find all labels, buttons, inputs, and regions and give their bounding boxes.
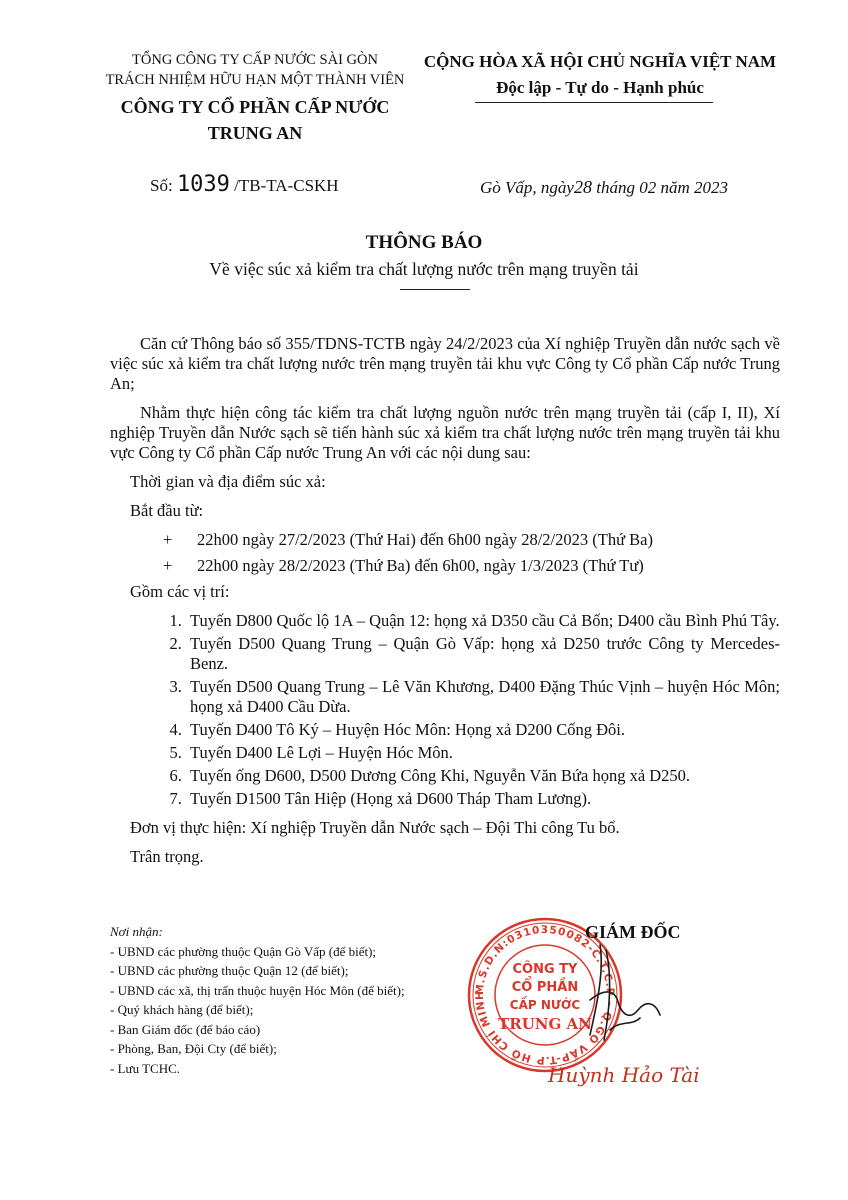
motto-underline [475, 102, 713, 103]
location-item: 5. Tuyến D400 Lê Lợi – Huyện Hóc Môn. [186, 743, 780, 763]
issue-date [480, 177, 728, 198]
docno-suffix: /TB-TA-CSKH [229, 176, 339, 195]
location-item: 1. Tuyến D800 Quốc lộ 1A – Quận 12: họng xả D350 cầu Cả Bốn; D400 cầu Bình Phú Tây. [186, 611, 780, 631]
paragraph-purpose: Nhằm thực hiện công tác kiểm tra chất lượng nguồn nước trên mạng truyền tải (cấp I, II), Xí nghiệp Truyền dẫn Nước sạch sẽ tiến hành súc xả kiểm tra chất lượng nước trên mạng truyền tải khu vực Công ty Cổ phần Cấp nước Trung An với các nội dung sau: [110, 403, 780, 462]
national-motto: Độc lập - Tự do - Hạnh phúc [496, 78, 704, 97]
national-title: CỘNG HÒA XÃ HỘI CHỦ NGHĨA VIỆT NAM [423, 52, 777, 71]
document-body [110, 334, 780, 876]
plus-marker: + [163, 530, 173, 549]
schedule-item [163, 530, 780, 550]
location-item: 7. Tuyến D1500 Tân Hiệp (Họng xả D600 Tháp Tham Lương). [186, 789, 780, 809]
document-number [150, 172, 339, 197]
location-item: 3. Tuyến D500 Quang Trung – Lê Văn Khương, D400 Đặng Thúc Vịnh – huyện Hóc Môn; họng xả D400 Cầu Dừa. [186, 677, 780, 717]
title-underline [400, 289, 470, 290]
location-item: 2. Tuyến D500 Quang Trung – Quận Gò Vấp: họng xả D250 trước Công ty Mercedes-Benz. [186, 634, 780, 674]
recipient-item: - Phòng, Ban, Đội Cty (để biết); [110, 1041, 277, 1056]
company-name-line2: TRUNG AN [207, 123, 303, 143]
recipient-item: - UBND các phường thuộc Quận Gò Vấp (để biết); [110, 943, 377, 959]
closing-line: Trân trọng. [130, 847, 204, 866]
issuing-organization [95, 50, 415, 90]
seal-line1: CÔNG TY [512, 962, 578, 977]
locations-list [110, 611, 780, 809]
parent-org-line1: TỔNG CÔNG TY CẤP NƯỚC SÀI GÒN [132, 52, 378, 68]
seal-line4: TRUNG AN [498, 1015, 592, 1033]
seal-line3: CẤP NƯỚC [509, 998, 581, 1012]
docno-prefix: Số: [150, 176, 177, 195]
schedule-item [163, 556, 780, 576]
start-from-label: Bắt đầu từ: [130, 501, 204, 520]
date-day: 28 [573, 177, 592, 197]
executor-line: Đơn vị thực hiện: Xí nghiệp Truyền dẫn Nước sạch – Đội Thi công Tu bổ. [130, 818, 620, 837]
date-prefix: Gò Vấp, ngày [480, 178, 574, 197]
plus-marker: + [163, 556, 173, 575]
signer-title: GIÁM ĐỐC [585, 922, 681, 942]
location-item: 4. Tuyến D400 Tô Ký – Huyện Hóc Môn: Họng xả D200 Cống Đôi. [186, 720, 780, 740]
parent-org-line2: TRÁCH NHIỆM HỮU HẠN MỘT THÀNH VIÊN [105, 72, 405, 88]
recipients-heading: Nơi nhận: [110, 924, 163, 939]
handwritten-signature [560, 940, 680, 1050]
document-subtitle: Về việc súc xả kiểm tra chất lượng nước trên mạng truyền tải [209, 259, 639, 279]
recipient-item: - Lưu TCHC. [110, 1060, 181, 1076]
recipient-item: - Quý khách hàng (để biết); [110, 1002, 254, 1017]
locations-label: Gồm các vị trí: [130, 582, 230, 601]
company-name [95, 94, 415, 146]
company-name-line1: CÔNG TY CỔ PHẦN CẤP NƯỚC [120, 97, 390, 117]
time-place-label: Thời gian và địa điểm súc xả: [130, 472, 326, 491]
signer-name: Huỳnh Hảo Tài [548, 1063, 700, 1087]
schedule-text: 22h00 ngày 27/2/2023 (Thứ Hai) đến 6h00 ngày 28/2/2023 (Thứ Ba) [197, 530, 653, 549]
document-title: THÔNG BÁO [365, 232, 483, 253]
recipients-block [110, 922, 490, 1078]
location-item: 6. Tuyến ống D600, D500 Dương Công Khi, Nguyễn Văn Bứa họng xả D250. [186, 766, 780, 786]
recipient-item: - UBND các phường thuộc Quận 12 (để biết); [110, 963, 349, 978]
recipient-item: - UBND các xã, thị trấn thuộc huyện Hóc Môn (để biết); [110, 982, 405, 998]
date-suffix: tháng 02 năm 2023 [591, 178, 728, 197]
paragraph-basis: Căn cứ Thông báo số 355/TDNS-TCTB ngày 24/2/2023 của Xí nghiệp Truyền dẫn nước sạch về việc súc xả kiểm tra chất lượng nước trên mạng truyền tải khu vực Công ty Cổ phần Cấp nước Trung An; [110, 334, 780, 393]
recipient-item: - Ban Giám đốc (để báo cáo) [110, 1021, 261, 1037]
schedule-text: 22h00 ngày 28/2/2023 (Thứ Ba) đến 6h00, ngày 1/3/2023 (Thứ Tư) [197, 556, 644, 575]
docno-number: 1039 [176, 172, 230, 197]
seal-ring-text: M.S.D.N:0310350082-C.T.C.P - Q.GÒ VẤP-T.P HỒ CHÍ MINH [473, 923, 617, 1067]
seal-line2: CỔ PHẦN [511, 980, 579, 995]
